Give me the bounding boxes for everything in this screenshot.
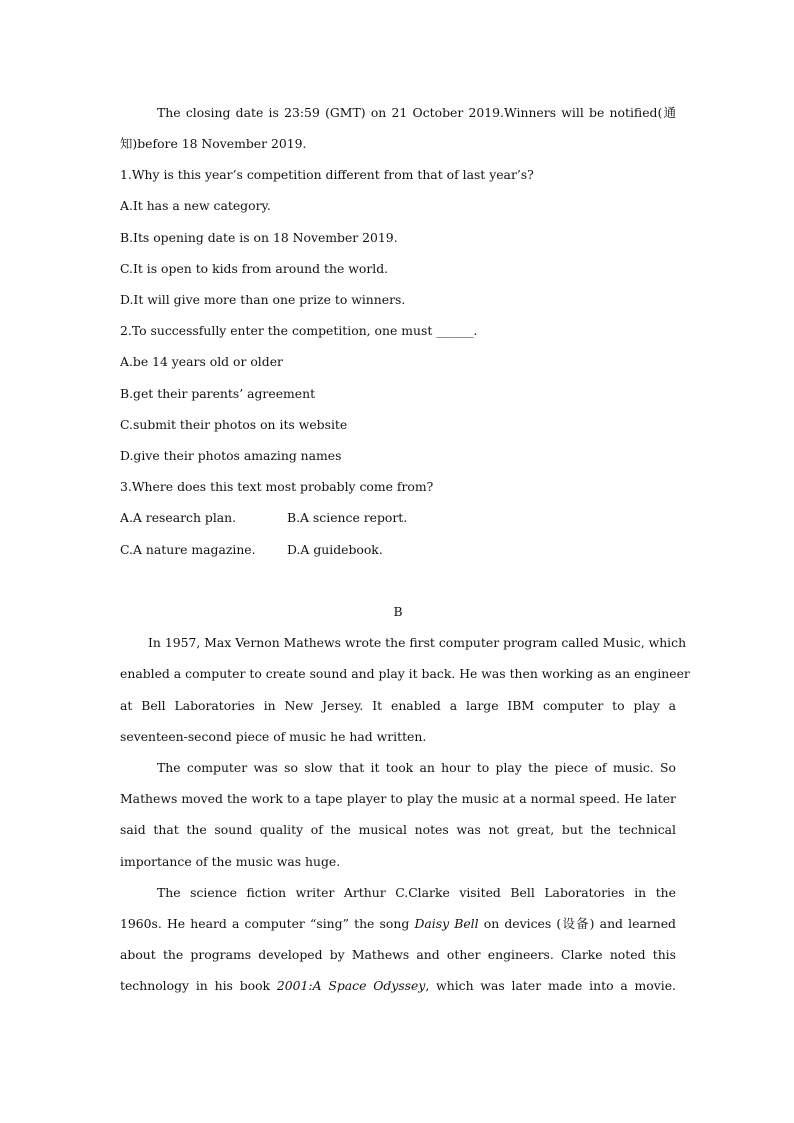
passage-b-p1-line-2: enabled a computer to create sound and play it back. He was then working as an engineer bbox=[120, 666, 690, 681]
intro-line-1: The closing date is 23:59 (GMT) on 21 October 2019.Winners will be notified(通 bbox=[157, 105, 676, 120]
question-3-options-row-2 bbox=[120, 539, 676, 561]
question-1-option-d: D.It will give more than one prize to winners. bbox=[120, 292, 406, 307]
passage-b-p3-line-2-start: 1960s. He heard a computer “sing” the song bbox=[120, 916, 415, 931]
question-3-option-c: C.A nature magazine. bbox=[120, 542, 256, 557]
passage-b-p2-line-1: The computer was so slow that it took an hour to play the piece of music. So bbox=[157, 760, 676, 775]
book-title: 2001:A Space Odyssey bbox=[276, 978, 426, 993]
question-2-option-b: B.get their parents’ agreement bbox=[120, 386, 316, 401]
question-1-option-c: C.It is open to kids from around the world. bbox=[120, 261, 389, 276]
passage-b-p3-line-4-end: , which was later made into a movie. bbox=[425, 978, 676, 993]
question-1-option-b: B.Its opening date is on 18 November 2019. bbox=[120, 230, 398, 245]
passage-b-p3-line-2-end: on devices (设备) and learned bbox=[478, 916, 676, 931]
question-2-option-c: C.submit their photos on its website bbox=[120, 417, 348, 432]
question-1-stem: 1.Why is this year’s competition different from that of last year’s? bbox=[120, 167, 534, 182]
question-2-option-d: D.give their photos amazing names bbox=[120, 448, 342, 463]
question-3-option-a: A.A research plan. bbox=[120, 510, 237, 525]
passage-b-p3-line-1: The science fiction writer Arthur C.Clarke visited Bell Laboratories in the bbox=[157, 885, 676, 900]
question-2-option-a: A.be 14 years old or older bbox=[120, 354, 283, 369]
passage-b-p3-line-2 bbox=[120, 913, 676, 935]
passage-b-p1-line-3: at Bell Laboratories in New Jersey. It enabled a large IBM computer to play a bbox=[120, 698, 676, 713]
passage-b-p3-line-4-start: technology in his book bbox=[120, 978, 277, 993]
question-3-stem: 3.Where does this text most probably come from? bbox=[120, 479, 434, 494]
passage-b-p3-line-3: about the programs developed by Mathews and other engineers. Clarke noted this bbox=[120, 947, 676, 962]
intro-line-2: 知)before 18 November 2019. bbox=[120, 136, 307, 151]
passage-b-p2-line-2: Mathews moved the work to a tape player to play the music at a normal speed. He later bbox=[120, 791, 676, 806]
passage-b-heading: B bbox=[393, 604, 403, 619]
question-2-stem: 2.To successfully enter the competition, one must ______. bbox=[120, 323, 478, 338]
passage-b-p2-line-3: said that the sound quality of the musical notes was not great, but the technical bbox=[120, 822, 676, 837]
question-3-options-row-1 bbox=[120, 507, 676, 529]
question-3-option-d: D.A guidebook. bbox=[287, 542, 383, 557]
passage-b-p1-line-4: seventeen-second piece of music he had written. bbox=[120, 729, 427, 744]
song-title: Daisy Bell bbox=[414, 916, 479, 931]
question-3-option-b: B.A science report. bbox=[287, 510, 408, 525]
question-1-option-a: A.It has a new category. bbox=[120, 198, 271, 213]
passage-b-p1-line-1: In 1957, Max Vernon Mathews wrote the first computer program called Music, which bbox=[148, 635, 687, 650]
passage-b-p3-line-4 bbox=[120, 975, 676, 997]
passage-b-p2-line-4: importance of the music was huge. bbox=[120, 854, 341, 869]
